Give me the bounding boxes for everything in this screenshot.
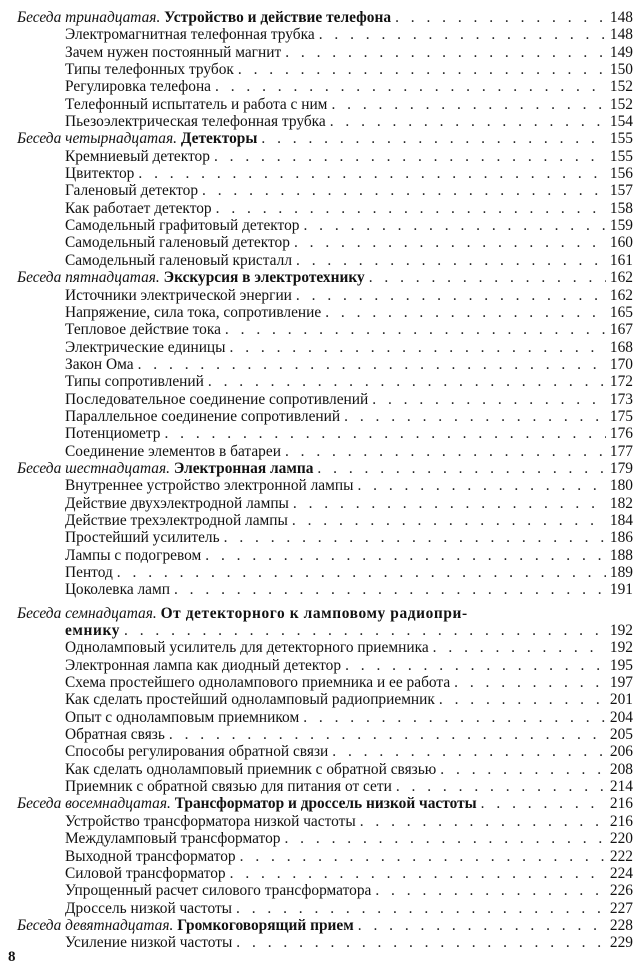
toc-entry xyxy=(17,529,633,546)
leader-dots xyxy=(285,44,606,61)
page-ref: 189 xyxy=(609,564,633,581)
page-ref: 152 xyxy=(609,78,633,96)
entry-title: Электрические единицы xyxy=(65,338,226,356)
page-ref: 228 xyxy=(609,916,633,934)
toc-heading-17-line2 xyxy=(17,622,633,639)
page-ref: 177 xyxy=(609,442,633,460)
entry-title: Выходной трансформатор xyxy=(65,847,236,865)
toc-block-1 xyxy=(17,9,633,599)
toc-entry xyxy=(17,182,633,199)
entry-title: Самодельный галеновый кристалл xyxy=(65,251,293,269)
entry-title xyxy=(17,269,365,286)
leader-dots xyxy=(303,709,606,726)
page-ref: 148 xyxy=(609,9,633,26)
toc-entry xyxy=(17,391,633,408)
page-ref: 188 xyxy=(609,546,633,564)
leader-dots xyxy=(205,547,606,564)
page-ref: 227 xyxy=(609,899,633,917)
page-ref: 172 xyxy=(609,373,633,391)
entry-title xyxy=(17,460,313,477)
leader-dots xyxy=(396,778,606,795)
page-number: 8 xyxy=(8,949,16,965)
page-ref: 214 xyxy=(609,778,633,796)
entry-title: Пентод xyxy=(65,564,113,581)
page-ref: 208 xyxy=(609,760,633,778)
page-ref: 170 xyxy=(609,355,633,373)
toc-entry xyxy=(17,691,633,708)
leader-dots xyxy=(330,113,606,130)
toc-entry xyxy=(17,113,633,130)
entry-title xyxy=(17,9,391,26)
toc-entry xyxy=(17,408,633,425)
toc-heading xyxy=(17,795,633,812)
leader-dots xyxy=(236,934,606,951)
chapter-prefix: Беседа пятнадцатая. xyxy=(17,269,160,287)
leader-dots xyxy=(238,61,606,78)
leader-dots xyxy=(439,691,606,708)
page-ref: 158 xyxy=(609,199,633,217)
leader-dots xyxy=(230,339,606,356)
leader-dots xyxy=(230,865,606,882)
entry-title: Схема простейшего однолампового приемника и ее работа xyxy=(65,674,451,692)
page-ref: 186 xyxy=(609,529,633,547)
page-ref: 229 xyxy=(609,934,633,952)
leader-dots xyxy=(208,373,606,390)
entry-title: Способы регулирования обратной связи xyxy=(65,743,329,761)
toc-entry xyxy=(17,813,633,830)
page-ref: 184 xyxy=(609,511,633,529)
toc-entry xyxy=(17,287,633,304)
leader-dots xyxy=(261,130,606,147)
page-ref: 149 xyxy=(609,43,633,61)
leader-dots xyxy=(138,356,606,373)
entry-title: Действие двухэлектродной лампы xyxy=(65,494,289,512)
leader-dots xyxy=(240,848,606,865)
toc-entry xyxy=(17,639,633,656)
leader-dots xyxy=(395,9,606,26)
entry-title: Действие трехэлектродной лампы xyxy=(65,511,288,529)
entry-title xyxy=(17,795,477,812)
page-ref: 161 xyxy=(609,251,633,269)
page-ref: 162 xyxy=(609,269,633,287)
toc-entry xyxy=(17,234,633,251)
toc-entry xyxy=(17,321,633,338)
toc-entry xyxy=(17,356,633,373)
toc-entry xyxy=(17,425,633,442)
page-ref: 204 xyxy=(609,708,633,726)
toc-entry xyxy=(17,865,633,882)
toc-entry xyxy=(17,373,633,390)
leader-dots xyxy=(236,900,606,917)
page-ref: 154 xyxy=(609,113,633,131)
toc-entry xyxy=(17,252,633,269)
page-ref: 195 xyxy=(609,656,633,674)
page-ref: 155 xyxy=(609,147,633,165)
table-of-contents xyxy=(17,9,633,952)
toc-entry xyxy=(17,61,633,78)
leader-dots xyxy=(325,304,606,321)
chapter-title: Громкоговорящий прием xyxy=(177,916,354,934)
toc-heading-17 xyxy=(17,605,633,640)
leader-dots xyxy=(454,674,606,691)
entry-title: Самодельный графитовый детектор xyxy=(65,217,300,235)
chapter-prefix: Беседа четырнадцатая. xyxy=(17,130,178,148)
chapter-prefix: Беседа девятнадцатая. xyxy=(17,916,174,934)
entry-title: Зачем нужен постоянный магнит xyxy=(65,43,282,61)
toc-entry xyxy=(17,339,633,356)
entry-title: Типы сопротивлений xyxy=(65,373,204,391)
toc-heading xyxy=(17,130,633,147)
page-ref: 197 xyxy=(609,674,633,692)
entry-title: Тепловое действие тока xyxy=(65,321,221,339)
toc-entry xyxy=(17,564,633,581)
entry-title: Как сделать простейший одноламповый радиоприемник xyxy=(65,691,435,709)
toc-entry xyxy=(17,44,633,61)
toc-entry xyxy=(17,761,633,778)
entry-title: Упрощенный расчет силового трансформатора xyxy=(65,882,372,900)
leader-dots xyxy=(332,743,606,760)
chapter-title: От детекторного к ламповому радиопри- xyxy=(160,604,468,622)
toc-entry xyxy=(17,477,633,494)
chapter-prefix: Беседа шестнадцатая. xyxy=(17,459,170,477)
page-ref: 175 xyxy=(609,407,633,425)
leader-dots xyxy=(433,639,606,656)
toc-entry xyxy=(17,848,633,865)
toc-entry xyxy=(17,495,633,512)
toc-entry xyxy=(17,200,633,217)
leader-dots xyxy=(174,581,606,598)
page-ref: 150 xyxy=(609,61,633,79)
page-ref: 157 xyxy=(609,182,633,200)
page-ref: 220 xyxy=(609,830,633,848)
toc-entry xyxy=(17,217,633,234)
page-ref: 179 xyxy=(609,459,633,477)
leader-dots xyxy=(372,391,606,408)
toc-entry xyxy=(17,512,633,529)
leader-dots xyxy=(225,321,606,338)
leader-dots xyxy=(169,726,606,743)
page-ref: 191 xyxy=(609,581,633,599)
toc-entry xyxy=(17,934,633,951)
page-ref: 168 xyxy=(609,338,633,356)
toc-entry xyxy=(17,581,633,598)
chapter-title: Трансформатор и дроссель низкой частоты xyxy=(174,795,477,813)
leader-dots xyxy=(481,795,606,812)
toc-entry xyxy=(17,709,633,726)
entry-title: Кремниевый детектор xyxy=(65,147,210,165)
page-ref: 156 xyxy=(609,165,633,183)
toc-entry xyxy=(17,26,633,43)
page-ref: 224 xyxy=(609,864,633,882)
leader-dots xyxy=(317,460,605,477)
chapter-title: Экскурсия в электротехнику xyxy=(163,269,365,287)
entry-title: Галеновый детектор xyxy=(65,182,199,200)
page-ref: 167 xyxy=(609,321,633,339)
leader-dots xyxy=(216,200,606,217)
leader-dots xyxy=(124,622,606,639)
toc-heading-17-line1 xyxy=(17,605,633,622)
toc-block-2 xyxy=(17,639,633,951)
page-ref: 216 xyxy=(609,812,633,830)
entry-title: Как сделать одноламповый приемник с обратной связью xyxy=(65,760,437,778)
toc-entry xyxy=(17,743,633,760)
page-ref: 205 xyxy=(609,726,633,744)
page-ref: 148 xyxy=(609,26,633,44)
entry-title: Регулировка телефона xyxy=(65,78,212,96)
leader-dots xyxy=(369,269,606,286)
entry-title: Лампы с подогревом xyxy=(65,546,202,564)
page-ref: 152 xyxy=(609,95,633,113)
leader-dots xyxy=(202,182,606,199)
leader-dots xyxy=(117,564,606,581)
entry-title: Устройство трансформатора низкой частоты xyxy=(65,812,356,830)
leader-dots xyxy=(296,252,606,269)
page-ref: 201 xyxy=(609,691,633,709)
leader-dots xyxy=(360,813,606,830)
toc-entry xyxy=(17,778,633,795)
leader-dots xyxy=(358,917,606,934)
toc-heading xyxy=(17,9,633,26)
leader-dots xyxy=(293,495,606,512)
toc-entry xyxy=(17,78,633,95)
entry-title: Последовательное соединение сопротивлений xyxy=(65,390,369,408)
entry-title: Телефонный испытатель и работа с ним xyxy=(65,95,328,113)
entry-title: Электронная лампа как диодный детектор xyxy=(65,656,342,674)
leader-dots xyxy=(164,425,605,442)
entry-title: Пьезоэлектрическая телефонная трубка xyxy=(65,113,326,131)
page-ref: 182 xyxy=(609,494,633,512)
entry-title: Внутреннее устройство электронной лампы xyxy=(65,477,354,495)
entry-title: Самодельный галеновый детектор xyxy=(65,234,290,252)
leader-dots xyxy=(375,882,606,899)
page-ref: 176 xyxy=(609,425,633,443)
toc-entry xyxy=(17,547,633,564)
page-ref: 180 xyxy=(609,477,633,495)
entry-title: Междуламповый трансформатор xyxy=(65,830,281,848)
page-ref: 155 xyxy=(609,130,633,148)
toc-entry xyxy=(17,96,633,113)
chapter-title-cont: емнику xyxy=(65,622,120,640)
leader-dots xyxy=(214,148,606,165)
entry-title: Одноламповый усилитель для детекторного приемника xyxy=(65,639,429,657)
entry-title: Опыт с одноламповым приемником xyxy=(65,708,300,726)
page-ref: 165 xyxy=(609,303,633,321)
leader-dots xyxy=(319,26,606,43)
toc-entry xyxy=(17,900,633,917)
leader-dots xyxy=(303,217,605,234)
toc-entry xyxy=(17,443,633,460)
entry-title xyxy=(17,917,354,934)
page-ref: 159 xyxy=(609,217,633,235)
chapter-title: Электронная лампа xyxy=(173,459,314,477)
toc-entry xyxy=(17,148,633,165)
leader-dots xyxy=(224,529,606,546)
entry-title: Как работает детектор xyxy=(65,199,212,217)
chapter-prefix: Беседа семнадцатая. xyxy=(17,604,157,622)
page-ref: 192 xyxy=(609,622,633,640)
leader-dots xyxy=(345,657,606,674)
entry-title: Усиление низкой частоты xyxy=(65,934,233,952)
toc-entry xyxy=(17,674,633,691)
leader-dots xyxy=(296,287,606,304)
entry-title: Параллельное соединение сопротивлений xyxy=(65,407,341,425)
leader-dots xyxy=(284,830,605,847)
leader-dots xyxy=(357,477,605,494)
toc-entry xyxy=(17,165,633,182)
leader-dots xyxy=(215,78,606,95)
leader-dots xyxy=(138,165,606,182)
entry-title: Цоколевка ламп xyxy=(65,581,170,599)
leader-dots xyxy=(344,408,606,425)
toc-entry xyxy=(17,304,633,321)
entry-title: Силовой трансформатор xyxy=(65,864,226,882)
entry-title: Напряжение, сила тока, сопротивление xyxy=(65,303,322,321)
entry-title: Цвитектор xyxy=(65,165,135,183)
entry-title: Источники электрической энергии xyxy=(65,286,292,304)
chapter-prefix: Беседа восемнадцатая. xyxy=(17,795,171,813)
toc-heading xyxy=(17,917,633,934)
page-ref: 206 xyxy=(609,743,633,761)
page-ref: 160 xyxy=(609,234,633,252)
toc-heading xyxy=(17,460,633,477)
entry-title: Обратная связь xyxy=(65,726,165,744)
toc-entry xyxy=(17,882,633,899)
entry-title: Дроссель низкой частоты xyxy=(65,899,233,917)
entry-title: Простейший усилитель xyxy=(65,529,220,547)
entry-title: Закон Ома xyxy=(65,355,134,373)
leader-dots xyxy=(440,761,606,778)
entry-title: Потенциометр xyxy=(65,425,161,443)
toc-heading xyxy=(17,269,633,286)
toc-entry xyxy=(17,830,633,847)
chapter-title: Детекторы xyxy=(180,130,258,148)
chapter-prefix: Беседа тринадцатая. xyxy=(17,9,161,26)
leader-dots xyxy=(285,443,606,460)
leader-dots xyxy=(331,96,605,113)
page-ref: 222 xyxy=(609,847,633,865)
page-ref: 226 xyxy=(609,882,633,900)
entry-title: Соединение элементов в батареи xyxy=(65,442,281,460)
entry-title xyxy=(17,130,257,147)
entry-title: Приемник с обратной связью для питания от сети xyxy=(65,778,392,796)
leader-dots xyxy=(294,234,606,251)
chapter-title: Устройство и действие телефона xyxy=(164,9,392,26)
page-ref: 162 xyxy=(609,286,633,304)
toc-entry xyxy=(17,726,633,743)
leader-dots xyxy=(292,512,606,529)
page-ref: 192 xyxy=(609,639,633,657)
page-ref: 173 xyxy=(609,390,633,408)
page-ref: 216 xyxy=(609,795,633,813)
entry-title: Электромагнитная телефонная трубка xyxy=(65,26,315,44)
toc-entry xyxy=(17,657,633,674)
entry-title: Типы телефонных трубок xyxy=(65,61,234,79)
